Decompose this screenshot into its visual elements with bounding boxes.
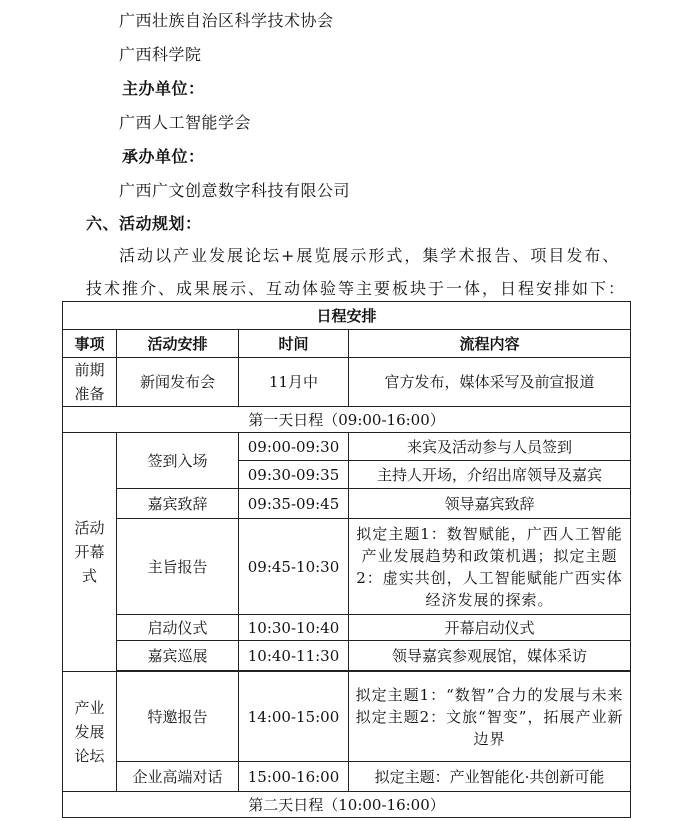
pre-item-line-2: 准备 (74, 385, 105, 403)
time-1400: 14:00-15:00 (239, 672, 349, 762)
table-row (63, 615, 631, 641)
table-header-row (63, 330, 631, 358)
table-row (63, 762, 631, 792)
content-checkin: 来宾及活动参与人员签到 (349, 433, 631, 461)
table-row (63, 672, 631, 762)
content-tour: 领导嘉宾参观展馆，媒体采访 (349, 641, 631, 671)
time-0945: 09:45-10:30 (239, 519, 349, 615)
section-heading: 六、活动规划： (86, 214, 202, 233)
opening-item-cell (63, 433, 117, 672)
table-row (63, 433, 631, 461)
launch-activity: 启动仪式 (117, 615, 239, 641)
forum-item-line-1: 产业 (74, 698, 105, 717)
content-host-open: 主持人开场，介绍出席领导及嘉宾 (349, 461, 631, 489)
keynote-activity: 主旨报告 (117, 519, 239, 615)
organizer-org: 广西广文创意数字科技有限公司 (119, 181, 351, 200)
opening-item-line-1: 活动 (74, 519, 105, 537)
table-title-row (63, 302, 631, 330)
pre-time: 11月中 (239, 358, 349, 407)
day1-row (63, 407, 631, 433)
special-activity: 特邀报告 (117, 672, 239, 762)
time-1500: 15:00-16:00 (239, 762, 349, 792)
table-row (63, 489, 631, 519)
content-dialogue: 拟定主题：产业智能化·共创新可能 (349, 762, 631, 792)
checkin-activity: 签到入场 (117, 433, 239, 489)
tour-activity: 嘉宾巡展 (117, 641, 239, 671)
time-1040: 10:40-11:30 (239, 641, 349, 671)
time-1030: 10:30-10:40 (239, 615, 349, 641)
pre-item-line-1: 前期 (74, 361, 105, 379)
section-paragraph-line-1: 活动以产业发展论坛+展览展示形式，集学术报告、项目发布、 (119, 246, 621, 265)
schedule-table (62, 301, 631, 818)
day2-row (63, 792, 631, 818)
content-special: 拟定主题1：“数智”合力的发展与未来拟定主题2：文旅“智变”，拓展产业新边界 (349, 672, 631, 762)
opening-item-line-2: 开幕 (74, 543, 105, 561)
pre-activity: 新闻发布会 (117, 358, 239, 407)
table-row (63, 641, 631, 671)
time-0930: 09:30-09:35 (239, 461, 349, 489)
content-speech: 领导嘉宾致辞 (349, 489, 631, 519)
opening-item-line-3: 式 (81, 567, 97, 585)
table-row (63, 519, 631, 615)
time-0900: 09:00-09:30 (239, 433, 349, 461)
header-time: 时间 (239, 330, 349, 358)
host-org: 广西人工智能学会 (119, 113, 252, 132)
table-row (63, 358, 631, 407)
content-launch: 开幕启动仪式 (349, 615, 631, 641)
org-line-2: 广西科学院 (119, 45, 202, 64)
pre-content: 官方发布，媒体采写及前宣报道 (349, 358, 631, 407)
section-paragraph-line-2: 技术推介、成果展示、互动体验等主要板块于一体，日程安排如下： (86, 279, 627, 298)
speech-activity: 嘉宾致辞 (117, 489, 239, 519)
table-title: 日程安排 (63, 302, 631, 330)
day2-label: 第二天日程（10:00-16:00） (63, 792, 631, 818)
pre-item-cell (63, 358, 117, 407)
content-keynote: 拟定主题1：数智赋能，广西人工智能产业发展趋势和政策机遇；拟定主题2：虚实共创，人工智能赋能广西实体经济发展的探索。 (349, 519, 631, 615)
host-heading: 主办单位： (122, 79, 205, 98)
header-activity: 活动安排 (117, 330, 239, 358)
header-content: 流程内容 (349, 330, 631, 358)
dialogue-activity: 企业高端对话 (117, 762, 239, 792)
day1-label: 第一天日程（09:00-16:00） (63, 407, 631, 433)
forum-item-line-2: 发展 (74, 722, 105, 741)
org-line-1: 广西壮族自治区科学技术协会 (119, 11, 334, 30)
forum-item-cell (63, 672, 117, 792)
organizer-heading: 承办单位： (122, 147, 205, 166)
forum-item-line-3: 论坛 (74, 746, 105, 765)
time-0935: 09:35-09:45 (239, 489, 349, 519)
header-item: 事项 (63, 330, 117, 358)
